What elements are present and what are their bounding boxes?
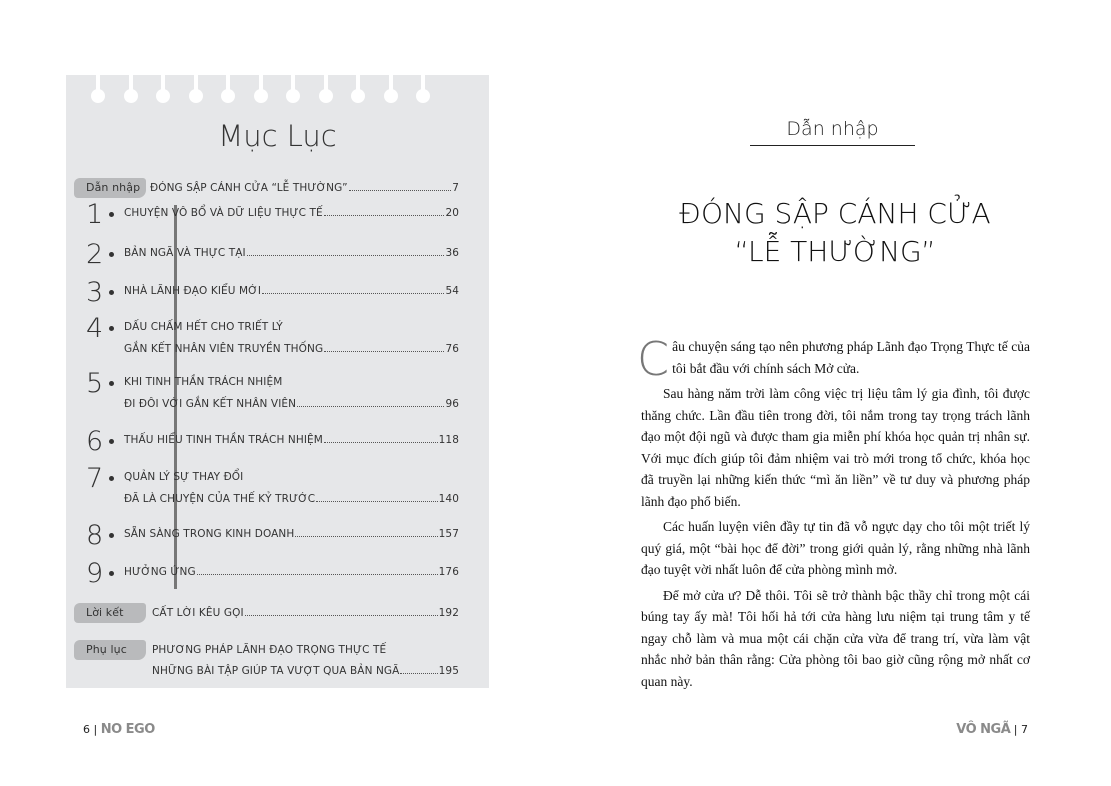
toc-entry-page: 36 <box>445 247 459 259</box>
dot-leader <box>247 247 445 256</box>
page-number: 6 <box>83 723 90 736</box>
ring-hole <box>91 89 105 103</box>
timeline-dot <box>109 212 114 217</box>
toc-entry-title: QUẢN LÝ SỰ THAY ĐỔI <box>124 471 244 483</box>
chapter-number: 1 <box>86 199 104 230</box>
section-kicker: Dẫn nhập <box>750 118 915 146</box>
paragraph: Sau hàng năm trời làm công việc trị liệu tâm lý gia đình, tôi được thăng chức. Lần đầu tiên trong đời, tôi nắm trong tay trọng trách lãnh đạo một đội ngũ và được tham gia miễn phí khóa học quản trị nhân sự. Với mục đích giúp tôi đảm nhiệm vai trò mới trong tổ chức, khóa học đã truyền lại những kiến thức “mì ăn liền” về tư duy và phương pháp lãnh đạo phổ biến. <box>641 386 1030 509</box>
toc-entry-title: ĐI ĐÔI VỚI GẮN KẾT NHÂN VIÊN <box>124 398 297 410</box>
left-footer <box>83 722 155 737</box>
toc-entry-page: 157 <box>438 528 459 540</box>
timeline-dot <box>109 326 114 331</box>
timeline-dot <box>109 571 114 576</box>
toc-entry-page: 140 <box>438 493 459 505</box>
ring-hole <box>254 89 268 103</box>
dot-leader <box>324 434 438 443</box>
toc-entry-page: 192 <box>438 607 459 619</box>
toc-entry-page: 96 <box>445 398 459 410</box>
toc-entry-page: 195 <box>438 665 459 677</box>
book-brand: NO EGO <box>100 722 155 737</box>
dot-leader <box>197 566 438 575</box>
ring-hole <box>384 89 398 103</box>
paragraph: Để mở cửa ư? Dễ thôi. Tôi sẽ trở thành bậc thầy chỉ trong một cái búng tay ấy mà! Tôi hối hả tới cửa hàng lưu niệm tại trung tâm y tế ngay chỗ làm và mua một cái chặn cửa vừa để trang trí, vừa làm vật nhắc nhở bản thân rằng: Cửa phòng tôi bao giờ cũng rộng mở nhất cơ quan này. <box>641 587 1030 689</box>
chapter-number: 6 <box>86 426 104 457</box>
footer-separator: | <box>1013 723 1018 736</box>
toc-title: Mục Lục <box>218 119 337 153</box>
timeline-dot <box>109 290 114 295</box>
footer-separator: | <box>93 723 98 736</box>
toc-entry-page: 76 <box>445 343 459 355</box>
ring-hole <box>319 89 333 103</box>
toc-entry-page: 20 <box>445 207 459 219</box>
page-number: 7 <box>1021 723 1028 736</box>
chapter-number: 4 <box>86 313 104 344</box>
ring-hole <box>351 89 365 103</box>
dot-leader <box>324 343 444 352</box>
chapter-number: 3 <box>86 277 104 308</box>
toc-entry-title: THẤU HIỂU TINH THẦN TRÁCH NHIỆM <box>124 434 323 446</box>
dot-leader <box>324 207 445 216</box>
paragraph: Các huấn luyện viên đầy tự tin đã vỗ ngực dạy cho tôi một triết lý quý giá, một “bài học để đời” trong giới quản lý, rằng những nhà lãnh đạo tuyệt vời nhất luôn để cửa phòng mình mở. <box>641 519 1030 577</box>
timeline-dot <box>109 381 114 386</box>
timeline-dot <box>109 439 114 444</box>
chapter-title-line: ĐÓNG SẬP CÁNH CỬA <box>679 197 991 230</box>
timeline-dot <box>109 476 114 481</box>
chapter-number: 2 <box>86 239 104 270</box>
ring-hole <box>286 89 300 103</box>
toc-entry-title: PHƯƠNG PHÁP LÃNH ĐẠO TRỌNG THỰC TẾ <box>152 644 387 656</box>
right-footer <box>956 722 1028 737</box>
timeline-dot <box>109 533 114 538</box>
ring-hole <box>221 89 235 103</box>
dot-leader <box>297 398 444 407</box>
chapter-number: 7 <box>86 463 104 494</box>
ring-hole <box>416 89 430 103</box>
toc-entry-title: GẮN KẾT NHÂN VIÊN TRUYỀN THỐNG <box>124 343 324 355</box>
toc-entry-title: BẢN NGÃ VÀ THỰC TẠI <box>124 247 246 259</box>
toc-entry-title: KHI TINH THẦN TRÁCH NHIỆM <box>124 376 283 388</box>
book-brand: VÔ NGÃ <box>956 722 1011 737</box>
paragraph <box>637 332 1030 386</box>
toc-entry-title: DẤU CHẤM HẾT CHO TRIẾT LÝ <box>124 321 283 333</box>
toc-entry-title: HƯỞNG ỨNG <box>124 566 196 578</box>
chapter-number: 5 <box>86 368 104 399</box>
toc-entry-page: 7 <box>452 182 459 194</box>
toc-entry-page: 118 <box>438 434 459 446</box>
chapter-title-line: “LỄ THƯỜNG” <box>734 235 936 268</box>
toc-entry-title: NHỮNG BÀI TẬP GIÚP TA VƯỢT QUA BẢN NGÃ <box>152 665 400 677</box>
toc-entry-page: 176 <box>438 566 459 578</box>
chapter-number: 9 <box>86 558 104 589</box>
dot-leader <box>262 285 444 294</box>
appendix-tag: Phụ lục <box>74 640 146 660</box>
dot-leader <box>316 493 437 502</box>
chapter-title <box>640 195 1030 271</box>
timeline-dot <box>109 252 114 257</box>
dot-leader <box>245 607 438 616</box>
toc-entry-title: ĐÓNG SẬP CÁNH CỬA “LỄ THƯỜNG” <box>150 182 348 194</box>
toc-entry-title: NHÀ LÃNH ĐẠO KIỂU MỚI <box>124 285 262 297</box>
drop-cap: C <box>637 332 670 386</box>
paragraph-text: âu chuyện sáng tạo nên phương pháp Lãnh đạo Trọng Thực tế của tôi bắt đầu với chính sách Mở cửa. <box>672 339 1030 376</box>
toc-entry-title: ĐÃ LÀ CHUYỆN CỦA THẾ KỶ TRƯỚC <box>124 493 316 505</box>
body-text <box>637 332 1030 696</box>
toc-entry-page: 54 <box>445 285 459 297</box>
toc-entry-title: CẤT LỜI KÊU GỌI <box>152 607 244 619</box>
dot-leader <box>295 528 437 537</box>
toc-entry-title: CHUYỆN VÔ BỔ VÀ DỮ LIỆU THỰC TẾ <box>124 207 323 219</box>
dot-leader <box>400 665 437 674</box>
ring-hole <box>189 89 203 103</box>
ring-hole <box>156 89 170 103</box>
intro-tag: Dẫn nhập <box>74 178 146 198</box>
ring-hole <box>124 89 138 103</box>
chapter-number: 8 <box>86 520 104 551</box>
conclusion-tag: Lời kết <box>74 603 146 623</box>
table-of-contents-panel <box>66 75 489 688</box>
dot-leader <box>349 182 452 191</box>
toc-entry-title: SẴN SÀNG TRONG KINH DOANH <box>124 528 295 540</box>
